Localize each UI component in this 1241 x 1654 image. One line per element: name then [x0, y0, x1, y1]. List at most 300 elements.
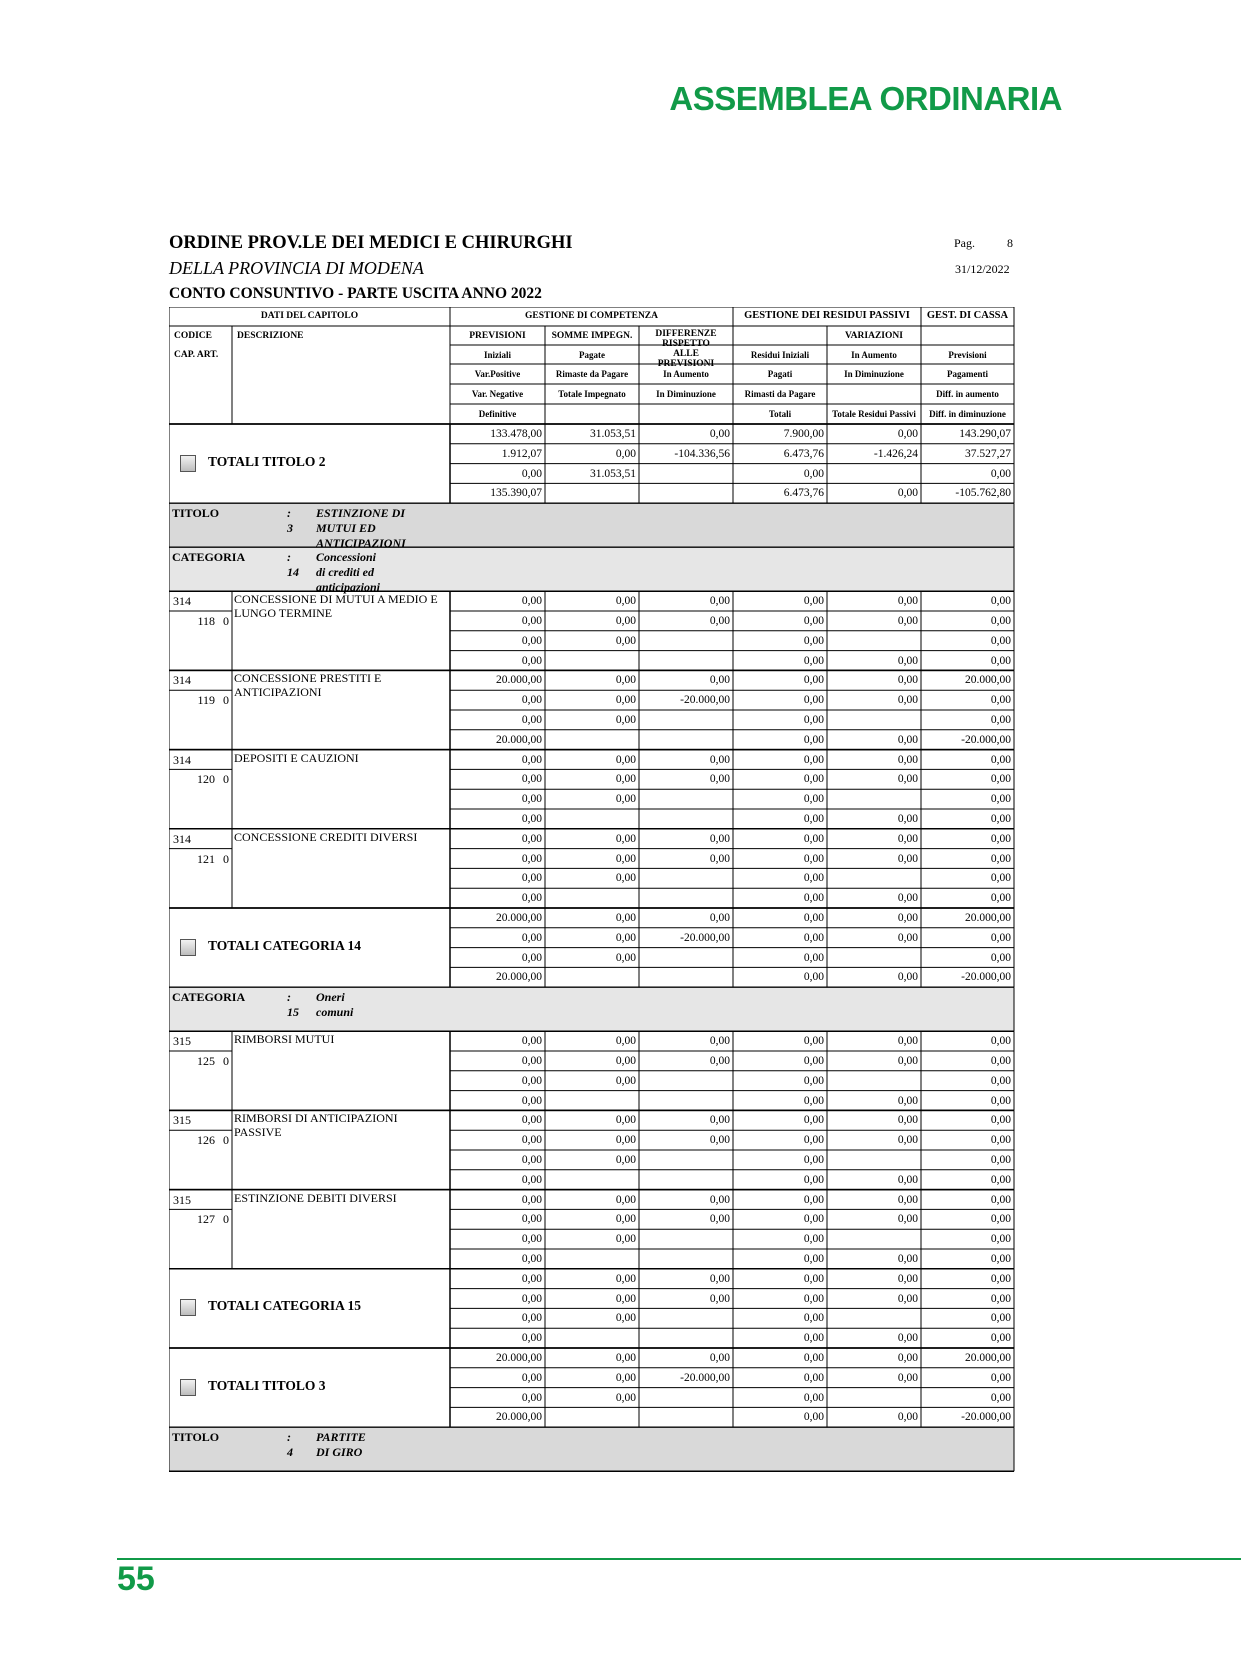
value-cell: 0,00: [615, 634, 636, 647]
value-cell: 0,00: [897, 1332, 918, 1345]
value-cell: 0,00: [521, 1371, 542, 1384]
item-codice: 314: [173, 752, 191, 767]
value-cell: 0,00: [521, 1312, 542, 1325]
value-cell: 0,00: [803, 1253, 824, 1265]
item-art: 0: [223, 614, 229, 628]
value-cell: 20.000,00: [496, 1352, 542, 1364]
value-cell: 0,00: [897, 892, 918, 905]
value-cell: 0,00: [990, 595, 1011, 608]
header-sub-label: Totale Impegnato: [558, 389, 626, 399]
item-cap: 126: [197, 1133, 215, 1148]
value-cell: 0,00: [803, 1391, 824, 1404]
value-cell: 0,00: [990, 714, 1011, 726]
header-sub-label: Diff. in aumento: [936, 389, 999, 399]
value-cell: 0,00: [990, 1213, 1011, 1226]
value-cell: 0,00: [803, 1114, 824, 1127]
value-cell: 0,00: [803, 595, 824, 608]
value-cell: 0,00: [803, 1272, 824, 1285]
value-cell: 0,00: [803, 1411, 824, 1424]
value-cell: 0,00: [803, 892, 824, 905]
value-cell: 0,00: [615, 1391, 636, 1404]
value-cell: 0,00: [803, 654, 824, 667]
value-cell: 0,00: [521, 773, 542, 786]
value-cell: 0,00: [615, 1233, 636, 1246]
header-sub-label: Diff. in diminuzione: [929, 409, 1006, 419]
value-cell: 0,00: [990, 615, 1011, 627]
value-cell: 0,00: [897, 813, 918, 825]
header-sub-label: Rimasti da Pagare: [744, 389, 816, 399]
value-cell: 7.900,00: [783, 428, 824, 440]
value-cell: 0,00: [897, 487, 918, 500]
value-cell: 0,00: [803, 773, 824, 786]
value-cell: 0,00: [709, 1193, 730, 1206]
value-cell: 20.000,00: [496, 1411, 542, 1424]
value-cell: 0,00: [990, 753, 1011, 766]
value-cell: 0,00: [709, 674, 730, 687]
value-cell: 0,00: [803, 1332, 824, 1345]
value-cell: 0,00: [990, 1371, 1011, 1384]
header-sub-label: In Diminuzione: [656, 389, 716, 399]
value-cell: 0,00: [803, 1173, 824, 1186]
value-cell: 0,00: [615, 1074, 636, 1087]
value-cell: 0,00: [897, 615, 918, 627]
value-cell: 0,00: [709, 595, 730, 608]
value-cell: 0,00: [897, 1292, 918, 1305]
value-cell: 0,00: [803, 1193, 824, 1206]
value-cell: 0,00: [803, 674, 824, 687]
header-sub-label: Iniziali: [483, 350, 511, 360]
total-checkbox[interactable]: [180, 1379, 196, 1396]
value-cell: 0,00: [521, 1391, 542, 1404]
value-cell: 0,00: [990, 654, 1011, 667]
item-cap: 119: [197, 693, 215, 708]
value-cell: 0,00: [803, 872, 824, 885]
total-checkbox[interactable]: [180, 455, 196, 472]
value-cell: 0,00: [709, 1134, 730, 1147]
value-cell: 0,00: [897, 1035, 918, 1048]
value-cell: 20.000,00: [965, 1352, 1011, 1364]
item-codice: 315: [173, 1113, 191, 1128]
value-cell: 0,00: [803, 971, 824, 984]
value-cell: 20.000,00: [496, 971, 542, 984]
value-cell: 0,00: [615, 1035, 636, 1048]
header-sub-label: Totali: [768, 409, 792, 419]
value-cell: 0,00: [521, 832, 542, 845]
value-cell: 0,00: [897, 1213, 918, 1226]
value-cell: 0,00: [990, 1134, 1011, 1147]
categoria-code: : 14: [287, 550, 299, 580]
value-cell: 0,00: [990, 1332, 1011, 1345]
value-cell: 0,00: [897, 931, 918, 944]
item-description: RIMBORSI MUTUI: [234, 1032, 335, 1047]
value-cell: 0,00: [803, 1134, 824, 1147]
header-sub-label: Var.Positive: [474, 369, 521, 379]
header-sub-label: Totale Residui Passivi: [832, 409, 916, 419]
header-gestione-competenza: GESTIONE DI COMPETENZA: [524, 311, 659, 321]
total-label: TOTALI TITOLO 2: [208, 453, 326, 469]
section-background: [170, 1428, 1014, 1471]
value-cell: 0,00: [990, 872, 1011, 885]
header-descrizione: DESCRIZIONE: [237, 331, 304, 341]
header-sub-label: Pagamenti: [947, 369, 988, 379]
value-cell: 0,00: [521, 1213, 542, 1226]
value-cell: 0,00: [803, 1055, 824, 1067]
value-cell: 0,00: [897, 1272, 918, 1285]
value-cell: 31.053,51: [590, 428, 636, 440]
value-cell: 0,00: [709, 1055, 730, 1067]
value-cell: 0,00: [615, 1292, 636, 1305]
value-cell: 20.000,00: [496, 912, 542, 924]
value-cell: 0,00: [615, 931, 636, 944]
value-cell: 0,00: [521, 595, 542, 608]
value-cell: 0,00: [521, 793, 542, 806]
value-cell: 0,00: [990, 832, 1011, 845]
value-cell: 0,00: [990, 1035, 1011, 1048]
value-cell: 0,00: [709, 615, 730, 627]
header-sub-label: Rimaste da Pagare: [555, 369, 629, 379]
value-cell: 0,00: [803, 634, 824, 647]
value-cell: 0,00: [615, 773, 636, 786]
page-number-small: 8: [1007, 236, 1013, 250]
value-cell: 0,00: [615, 951, 636, 964]
value-cell: 0,00: [615, 674, 636, 687]
item-art: 0: [223, 772, 229, 787]
value-cell: 0,00: [803, 714, 824, 726]
value-cell: 0,00: [897, 428, 918, 440]
categoria-code: : 15: [287, 990, 299, 1020]
total-label: TOTALI TITOLO 3: [208, 1377, 326, 1393]
value-cell: 0,00: [521, 634, 542, 647]
value-cell: 0,00: [521, 1134, 542, 1147]
value-cell: 0,00: [990, 1154, 1011, 1166]
value-cell: 0,00: [709, 1352, 730, 1364]
value-cell: 0,00: [709, 773, 730, 786]
value-cell: 0,00: [521, 1233, 542, 1246]
value-cell: 0,00: [803, 912, 824, 924]
value-cell: 0,00: [990, 634, 1011, 647]
value-cell: -20.000,00: [961, 733, 1011, 746]
value-cell: 0,00: [521, 1332, 542, 1345]
header-cap-art: CAP. ART.: [174, 350, 219, 360]
value-cell: 0,00: [709, 1292, 730, 1305]
value-cell: 0,00: [990, 1253, 1011, 1265]
value-cell: 0,00: [521, 1154, 542, 1166]
header-somme-impegn: SOMME IMPEGN.: [551, 331, 633, 341]
total-label: TOTALI CATEGORIA 14: [208, 937, 362, 953]
header-sub-label: In Diminuzione: [844, 369, 904, 379]
value-cell: 0,00: [615, 595, 636, 608]
value-cell: 0,00: [803, 951, 824, 964]
header-sub-label: Pagati: [767, 369, 793, 379]
value-cell: 0,00: [521, 753, 542, 766]
value-cell: 0,00: [897, 832, 918, 845]
value-cell: 0,00: [803, 1213, 824, 1226]
header-dati-del-capitolo: DATI DEL CAPITOLO: [260, 311, 359, 321]
value-cell: 0,00: [803, 793, 824, 806]
value-cell: 0,00: [803, 1074, 824, 1087]
value-cell: 0,00: [521, 694, 542, 707]
value-cell: 37.527,27: [965, 447, 1011, 460]
value-cell: 0,00: [990, 1055, 1011, 1067]
item-codice: 315: [173, 1192, 191, 1207]
value-cell: -20.000,00: [680, 1371, 730, 1384]
item-art: 0: [223, 1054, 229, 1068]
value-cell: 0,00: [990, 467, 1011, 480]
value-cell: 0,00: [897, 1352, 918, 1364]
value-cell: 0,00: [990, 1233, 1011, 1246]
value-cell: 0,00: [521, 813, 542, 825]
value-cell: 0,00: [990, 1173, 1011, 1186]
document-title: CONTO CONSUNTIVO - PARTE USCITA ANNO 2022: [169, 285, 542, 302]
header-differenze: DIFFERENZE RISPETTO ALLE PREVISIONI: [655, 329, 717, 369]
titolo-description: PARTITE DI GIRO: [316, 1430, 366, 1460]
value-cell: 0,00: [521, 714, 542, 726]
value-cell: 0,00: [615, 852, 636, 865]
value-cell: -20.000,00: [961, 971, 1011, 984]
value-cell: 0,00: [615, 1154, 636, 1166]
item-cap: 121: [197, 851, 215, 866]
value-cell: 0,00: [615, 1114, 636, 1127]
value-cell: 0,00: [521, 654, 542, 667]
value-cell: 0,00: [803, 1233, 824, 1246]
header-gestione-cassa: GEST. DI CASSA: [926, 311, 1009, 321]
value-cell: 0,00: [521, 1094, 542, 1107]
value-cell: 0,00: [709, 832, 730, 845]
value-cell: 0,00: [709, 428, 730, 440]
value-cell: 0,00: [615, 694, 636, 707]
value-cell: 0,00: [709, 1213, 730, 1226]
value-cell: 6.473,76: [783, 447, 824, 460]
value-cell: 0,00: [521, 872, 542, 885]
value-cell: 0,00: [709, 852, 730, 865]
categoria-label: CATEGORIA: [172, 550, 246, 565]
value-cell: 0,00: [803, 615, 824, 627]
header-sub-label: In Aumento: [851, 350, 897, 360]
value-cell: 0,00: [521, 1035, 542, 1048]
item-art: 0: [223, 1212, 229, 1227]
value-cell: 0,00: [897, 971, 918, 984]
value-cell: 0,00: [803, 733, 824, 746]
value-cell: 0,00: [521, 852, 542, 865]
value-cell: 0,00: [615, 793, 636, 806]
value-cell: 0,00: [803, 1035, 824, 1048]
value-cell: 0,00: [615, 1272, 636, 1285]
value-cell: 0,00: [897, 1114, 918, 1127]
value-cell: 0,00: [615, 1055, 636, 1067]
categoria-label: CATEGORIA: [172, 990, 246, 1005]
org-subtitle: DELLA PROVINCIA DI MODENA: [169, 258, 424, 278]
value-cell: 0,00: [990, 1391, 1011, 1404]
value-cell: 0,00: [897, 595, 918, 608]
value-cell: 0,00: [615, 615, 636, 627]
header-sub-label: Definitive: [478, 409, 517, 419]
item-cap: 120: [197, 772, 215, 787]
value-cell: 0,00: [803, 931, 824, 944]
value-cell: 0,00: [990, 1094, 1011, 1107]
value-cell: 0,00: [990, 1292, 1011, 1305]
item-codice: 314: [173, 594, 191, 609]
header-sub-label: In Aumento: [663, 369, 709, 379]
value-cell: 0,00: [521, 1114, 542, 1127]
value-cell: 0,00: [709, 1272, 730, 1285]
value-cell: 133.478,00: [490, 428, 542, 440]
value-cell: 31.053,51: [590, 467, 636, 480]
item-description: CONCESSIONE CREDITI DIVERSI: [234, 829, 418, 844]
header-sub-label: Pagate: [579, 350, 605, 360]
value-cell: 0,00: [615, 1213, 636, 1226]
value-cell: -20.000,00: [680, 931, 730, 944]
value-cell: 0,00: [990, 793, 1011, 806]
value-cell: 0,00: [897, 1253, 918, 1265]
value-cell: 0,00: [897, 753, 918, 766]
header-title: ASSEMBLEA ORDINARIA: [669, 80, 1062, 117]
value-cell: 0,00: [615, 912, 636, 924]
titolo-code: : 4: [287, 1430, 293, 1460]
item-cap: 125: [197, 1054, 215, 1068]
value-cell: 0,00: [803, 1154, 824, 1166]
value-cell: 0,00: [897, 852, 918, 865]
value-cell: 0,00: [990, 852, 1011, 865]
total-checkbox[interactable]: [180, 939, 196, 956]
header-previsioni: PREVISIONI: [469, 331, 526, 341]
value-cell: 0,00: [803, 1352, 824, 1364]
value-cell: -105.762,80: [955, 487, 1011, 500]
value-cell: 0,00: [803, 852, 824, 865]
value-cell: 0,00: [990, 1272, 1011, 1285]
value-cell: -20.000,00: [680, 694, 730, 707]
value-cell: 0,00: [615, 753, 636, 766]
value-cell: 0,00: [709, 1114, 730, 1127]
item-description: RIMBORSI DI ANTICIPAZIONI PASSIVE: [234, 1111, 398, 1140]
value-cell: 0,00: [803, 1312, 824, 1325]
document-date: 31/12/2022: [955, 262, 1010, 276]
value-cell: 0,00: [897, 654, 918, 667]
value-cell: -20.000,00: [961, 1411, 1011, 1424]
value-cell: 0,00: [615, 832, 636, 845]
titolo-code: : 3: [287, 506, 293, 536]
value-cell: 0,00: [521, 615, 542, 627]
value-cell: 0,00: [521, 467, 542, 480]
value-cell: 0,00: [803, 1292, 824, 1305]
value-cell: 0,00: [897, 1134, 918, 1147]
value-cell: 0,00: [990, 1193, 1011, 1206]
value-cell: 0,00: [897, 694, 918, 707]
value-cell: 0,00: [709, 753, 730, 766]
value-cell: 0,00: [803, 1094, 824, 1107]
value-cell: 0,00: [990, 773, 1011, 786]
value-cell: 0,00: [803, 832, 824, 845]
titolo-description: ESTINZIONE DI MUTUI ED ANTICIPAZIONI: [316, 506, 406, 551]
value-cell: 143.290,07: [959, 428, 1011, 440]
value-cell: 0,00: [615, 447, 636, 460]
total-label: TOTALI CATEGORIA 15: [208, 1298, 362, 1314]
org-name: ORDINE PROV.LE DEI MEDICI E CHIRURGHI: [169, 233, 573, 253]
value-cell: 0,00: [803, 467, 824, 480]
categoria-description: Oneri comuni: [316, 990, 354, 1020]
value-cell: 0,00: [521, 1272, 542, 1285]
footer-divider: [117, 1558, 1241, 1560]
item-art: 0: [223, 1133, 229, 1148]
value-cell: 0,00: [897, 912, 918, 924]
value-cell: 0,00: [521, 1173, 542, 1186]
value-cell: 0,00: [897, 1193, 918, 1206]
value-cell: 0,00: [521, 1193, 542, 1206]
titolo-label: TITOLO: [172, 1430, 220, 1445]
item-description: ESTINZIONE DEBITI DIVERSI: [234, 1190, 397, 1205]
item-description: CONCESSIONE PRESTITI E ANTICIPAZIONI: [234, 671, 382, 700]
value-cell: 20.000,00: [965, 912, 1011, 924]
value-cell: 0,00: [521, 1253, 542, 1265]
value-cell: 20.000,00: [965, 674, 1011, 687]
value-cell: -1.426,24: [873, 447, 918, 460]
section-background: [170, 504, 1014, 547]
page-label: Pag.: [954, 236, 975, 250]
value-cell: 0,00: [897, 1055, 918, 1067]
value-cell: 0,00: [897, 1173, 918, 1186]
value-cell: 0,00: [990, 1114, 1011, 1127]
value-cell: 0,00: [990, 931, 1011, 944]
total-checkbox[interactable]: [180, 1299, 196, 1316]
value-cell: 0,00: [709, 1035, 730, 1048]
header-sub-label: Residui Iniziali: [750, 350, 810, 360]
value-cell: 0,00: [615, 1193, 636, 1206]
value-cell: 0,00: [521, 1074, 542, 1087]
value-cell: 6.473,76: [783, 487, 824, 500]
value-cell: 0,00: [615, 1312, 636, 1325]
value-cell: 0,00: [521, 931, 542, 944]
item-art: 0: [223, 851, 229, 866]
item-codice: 314: [173, 831, 191, 846]
value-cell: 20.000,00: [496, 733, 542, 746]
item-cap: 118: [197, 614, 215, 628]
categoria-description: Concessioni di crediti ed anticipazioni: [316, 550, 381, 595]
header-codice: CODICE: [174, 331, 213, 341]
value-cell: 0,00: [897, 1371, 918, 1384]
value-cell: 0,00: [990, 1312, 1011, 1325]
value-cell: 0,00: [897, 733, 918, 746]
value-cell: 0,00: [990, 694, 1011, 707]
item-art: 0: [223, 693, 229, 708]
value-cell: 0,00: [990, 1074, 1011, 1087]
value-cell: 0,00: [803, 694, 824, 707]
value-cell: 0,00: [615, 1352, 636, 1364]
value-cell: 0,00: [990, 813, 1011, 825]
value-cell: 0,00: [521, 892, 542, 905]
value-cell: 135.390,07: [490, 487, 542, 500]
item-codice: 315: [173, 1034, 191, 1049]
value-cell: -104.336,56: [674, 447, 730, 460]
item-description: CONCESSIONE DI MUTUI A MEDIO E LUNGO TERMINE: [234, 592, 438, 621]
header-sub-label: Previsioni: [948, 350, 987, 360]
header-variazioni: VARIAZIONI: [845, 331, 903, 341]
value-cell: 0,00: [897, 1411, 918, 1424]
titolo-label: TITOLO: [172, 506, 220, 521]
value-cell: 0,00: [803, 813, 824, 825]
value-cell: 0,00: [709, 912, 730, 924]
item-codice: 314: [173, 673, 191, 688]
value-cell: 0,00: [897, 773, 918, 786]
item-description: DEPOSITI E CAUZIONI: [234, 750, 359, 765]
item-cap: 127: [197, 1212, 215, 1227]
value-cell: 0,00: [990, 892, 1011, 905]
header-gestione-residui: GESTIONE DEI RESIDUI PASSIVI: [744, 311, 910, 321]
value-cell: 0,00: [615, 872, 636, 885]
value-cell: 0,00: [521, 1292, 542, 1305]
value-cell: 20.000,00: [496, 674, 542, 687]
value-cell: 1.912,07: [501, 447, 542, 460]
footer-page-number: 55: [117, 1560, 155, 1598]
value-cell: 0,00: [615, 1371, 636, 1384]
